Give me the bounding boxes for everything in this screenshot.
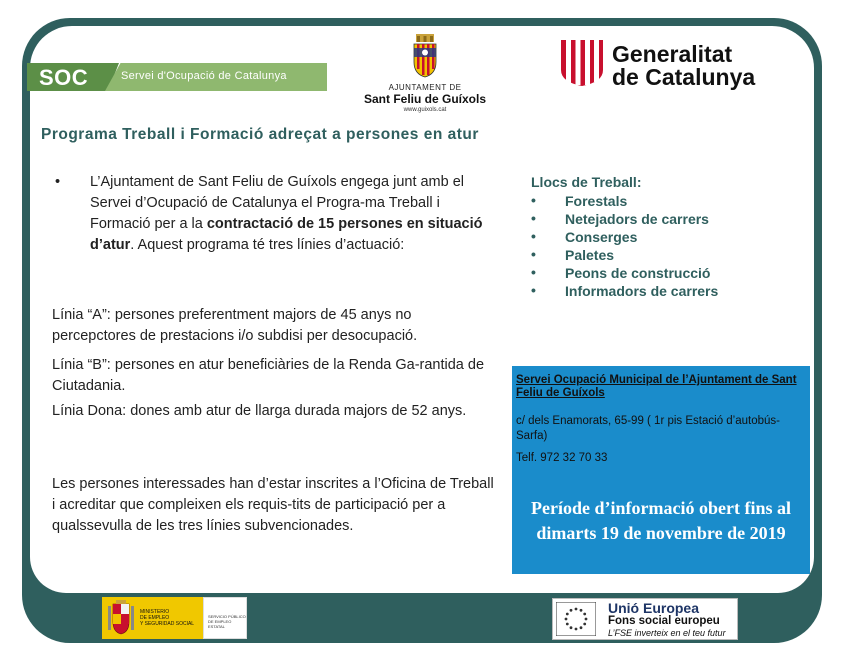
list-item: • Conserges — [531, 228, 638, 245]
info-heading: Servei Ocupació Municipal de l’Ajuntament de Sant Feliu de Guíxols — [516, 374, 797, 399]
intro-paragraph — [55, 172, 495, 256]
ministerio-line3: Y SEGURIDAD SOCIAL — [140, 621, 195, 627]
ministerio-logo — [102, 597, 247, 639]
ajuntament-line2: Sant Feliu de Guíxols — [363, 92, 487, 106]
list-item: • Forestals — [531, 192, 628, 209]
senyera-icon — [561, 40, 603, 86]
info-phone: Telf. 972 32 70 33 — [516, 452, 608, 464]
ue-line2: Fons social europeu — [608, 615, 720, 627]
line-dona-text: Línia Dona: dones amb atur de llarga durada majors de 52 anys. — [52, 403, 467, 419]
list-item: • Informadors de carrers — [531, 282, 719, 299]
soc-name: SOC — [39, 65, 89, 90]
info-period: Període d’informació obert fins al dimarts 19 de novembre de 2019 — [531, 498, 791, 543]
ajuntament-web: www.guixols.cat — [403, 107, 447, 113]
list-item: • Peons de construcció — [531, 264, 711, 281]
generalitat-line1: Generalitat — [612, 41, 733, 67]
ministerio-line2: DE EMPLEO — [140, 615, 170, 621]
crest-icon — [410, 34, 440, 78]
closing-paragraph: Les persones interessades han d’estar inscrites a l’Oficina de Treball i acreditar que compleixen els requis-tits de participació per a qualssevulla de les tres línies subvencionades. — [52, 476, 494, 534]
soc-logo — [27, 63, 327, 91]
intro-text-1: L’Ajuntament de Sant Feliu de Guíxols engega junt amb el Servei d’Ocupació de Catalunya el Progra-ma Treball i Formació per a la — [90, 174, 465, 232]
info-address: c/ dels Enamorats, 65-99 ( 1r pis Estació d’autobús-Sarfa) — [516, 415, 780, 442]
list-item: • Paletes — [531, 246, 615, 263]
eu-flag-icon — [556, 602, 596, 636]
ue-line3: L’FSE inverteix en el teu futur — [608, 628, 726, 638]
intro-text-2: . Aquest programa té tres línies d’actuació: — [130, 237, 405, 253]
generalitat-logo — [561, 40, 801, 90]
ajuntament-logo — [355, 34, 495, 116]
intro-text-bold: contractació de 15 persones en situació d’atur — [90, 216, 483, 253]
ue-line1: Unió Europea — [608, 600, 700, 616]
soc-subtitle: Servei d'Ocupació de Catalunya — [121, 70, 287, 82]
page-title: Programa Treball i Formació adreçat a persones en atur — [41, 126, 479, 143]
ministerio-line1: MINISTERIO — [140, 609, 170, 615]
line-a-text: Línia “A”: persones preferentment majors de 45 anys no percepctores de prestacions i/o subdisi per desocupació. — [52, 307, 418, 344]
intro-bullet: • — [55, 174, 61, 190]
ajuntament-line1: AJUNTAMENT DE — [388, 83, 462, 92]
line-b-text: Línia “B”: persones en atur beneficiàries de la Renda Ga-rantida de Ciutadania. — [52, 357, 485, 394]
spain-shield-icon — [105, 600, 137, 636]
info-box — [512, 366, 810, 574]
jobs-title: Llocs de Treball: — [531, 174, 642, 190]
ministerio-side-text: SERVICIO PÚBLICO DE EMPLEO ESTATAL — [208, 614, 246, 629]
jobs-list — [531, 174, 791, 301]
ue-logo — [552, 598, 738, 640]
generalitat-line2: de Catalunya — [612, 64, 756, 90]
list-item: • Netejadors de carrers — [531, 210, 709, 227]
